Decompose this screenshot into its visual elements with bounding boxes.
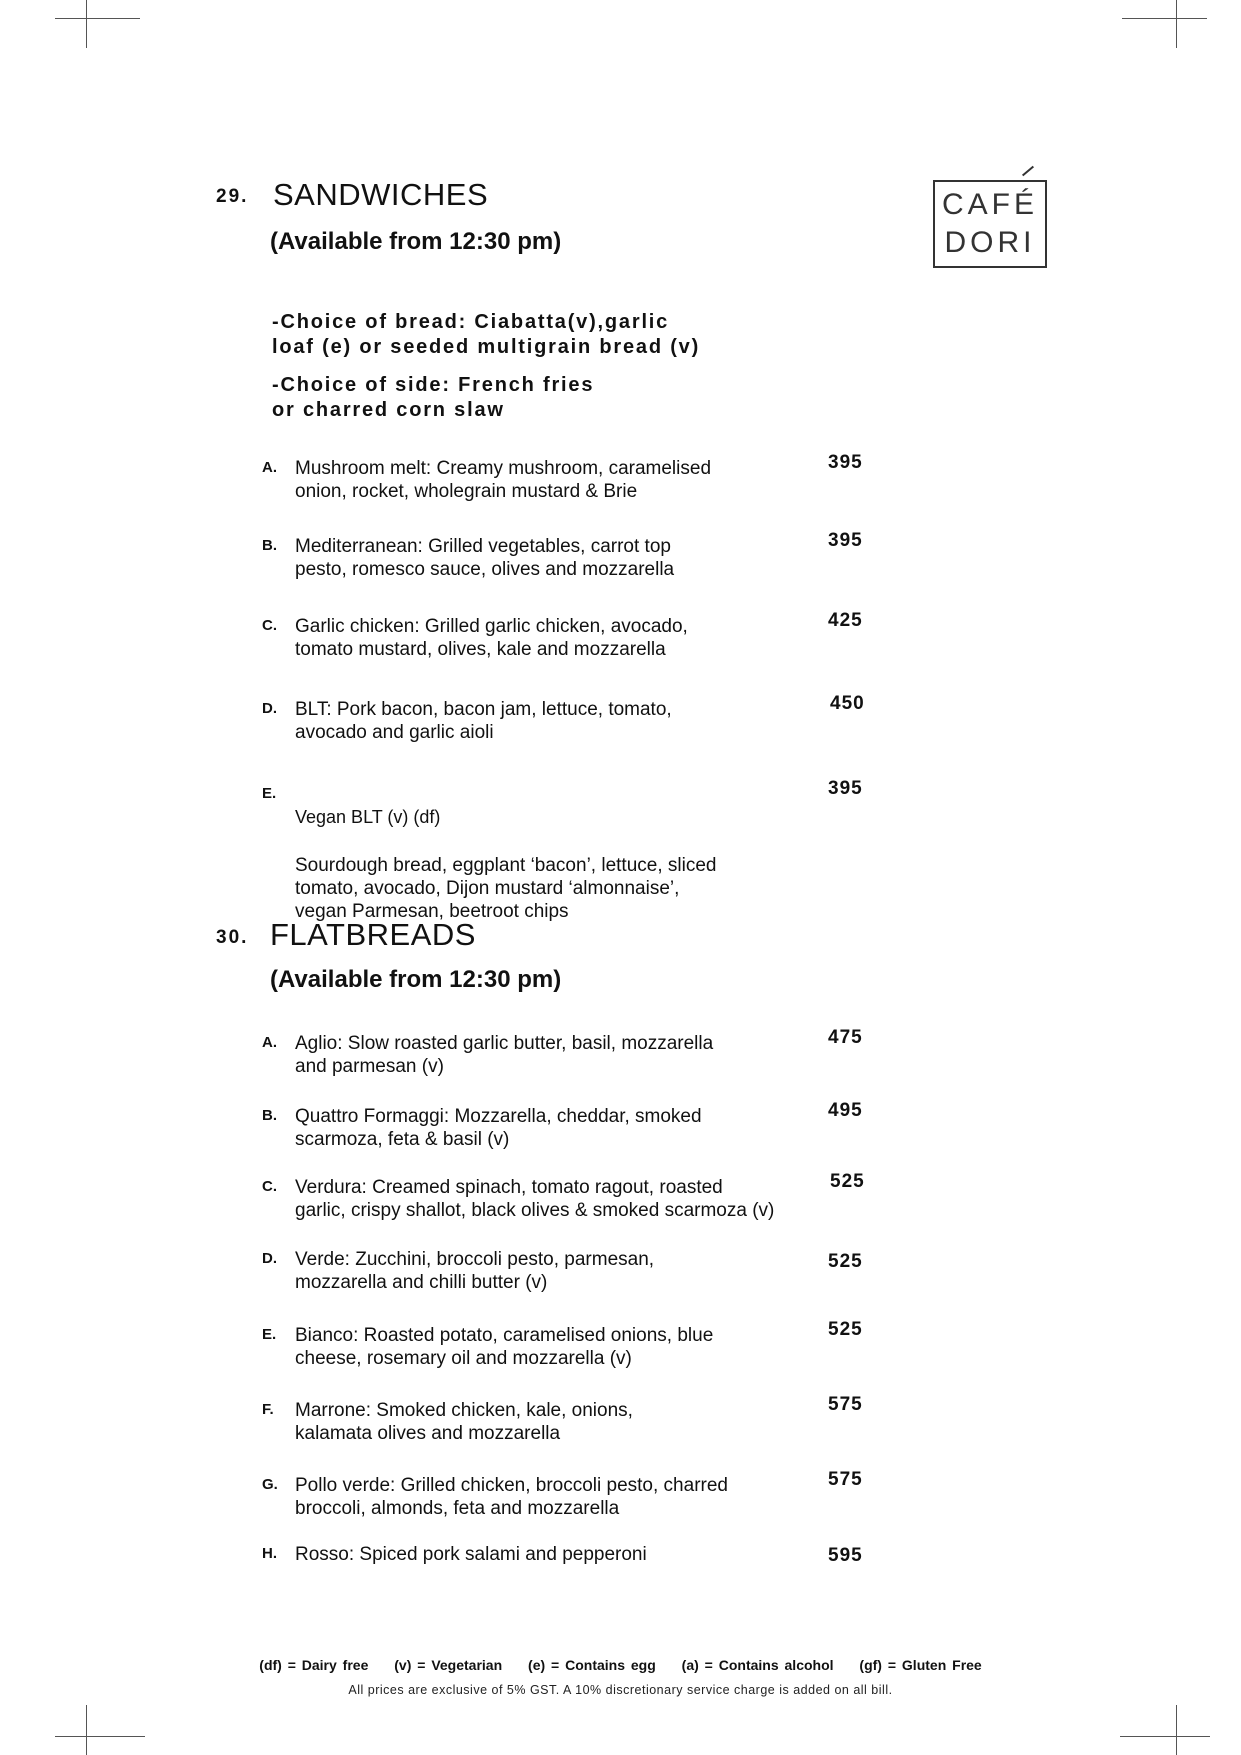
item-description: BLT: Pork bacon, bacon jam, lettuce, tomato, avocado and garlic aioli — [295, 699, 672, 743]
section-title: SANDWICHES — [273, 177, 489, 212]
dietary-legend — [0, 1657, 1241, 1673]
item-description: Mediterranean: Grilled vegetables, carrot top pesto, romesco sauce, olives and mozzarella — [295, 536, 675, 580]
legend-item: (v) = Vegetarian — [394, 1657, 503, 1673]
pricing-footnote: All prices are exclusive of 5% GST. A 10% discretionary service charge is added on all bill. — [348, 1683, 893, 1697]
item-letter: A. — [262, 1034, 277, 1051]
section-number: 30. — [216, 927, 249, 948]
legend-item: (e) = Contains egg — [528, 1657, 656, 1673]
item-description: Marrone: Smoked chicken, kale, onions, kalamata olives and mozzarella — [295, 1400, 633, 1444]
section-subtitle: (Available from 12:30 pm) — [270, 228, 562, 255]
item-letter: C. — [262, 617, 277, 634]
item-price: 395 — [828, 530, 863, 551]
item-description: Rosso: Spiced pork salami and pepperoni — [295, 1544, 647, 1565]
logo-line-1: CAFÉ — [941, 188, 1038, 221]
item-description: Verdura: Creamed spinach, tomato ragout, roasted garlic, crispy shallot, black olives & smoked scarmoza (v) — [295, 1177, 775, 1221]
item-description: Pollo verde: Grilled chicken, broccoli pesto, charred broccoli, almonds, feta and mozzarella — [295, 1475, 728, 1519]
item-description: Sourdough bread, eggplant ‘bacon’, lettuce, sliced tomato, avocado, Dijon mustard ‘almonnaise’, vegan Parmesan, beetroot chips — [295, 855, 717, 922]
item-price: 525 — [830, 1171, 865, 1192]
crop-mark — [1176, 1705, 1177, 1755]
item-letter: B. — [262, 1107, 277, 1124]
item-letter: G. — [262, 1476, 278, 1493]
bread-choice-note: -Choice of bread: Ciabatta(v),garlic loaf (e) or seeded multigrain bread (v) — [272, 311, 701, 358]
item-price: 525 — [828, 1251, 863, 1272]
item-price: 575 — [828, 1394, 863, 1415]
crop-mark — [1176, 0, 1177, 48]
item-description: Garlic chicken: Grilled garlic chicken, avocado, tomato mustard, olives, kale and mozzarella — [295, 616, 688, 660]
section-title: FLATBREADS — [270, 917, 476, 952]
legend-item: (gf) = Gluten Free — [859, 1657, 982, 1673]
item-description: Aglio: Slow roasted garlic butter, basil, mozzarella and parmesan (v) — [295, 1033, 714, 1077]
crop-mark — [86, 0, 87, 48]
item-description-block — [295, 783, 815, 923]
crop-mark — [55, 18, 140, 19]
crop-mark — [1122, 18, 1207, 19]
section-subtitle: (Available from 12:30 pm) — [270, 966, 562, 993]
item-letter: D. — [262, 700, 277, 717]
cafe-dori-logo — [933, 180, 1047, 268]
item-description: Bianco: Roasted potato, caramelised onions, blue cheese, rosemary oil and mozzarella (v) — [295, 1325, 714, 1369]
item-price: 450 — [830, 693, 865, 714]
item-description: Verde: Zucchini, broccoli pesto, parmesan, mozzarella and chilli butter (v) — [295, 1249, 655, 1293]
item-letter: H. — [262, 1545, 277, 1562]
item-price: 395 — [828, 452, 863, 473]
item-letter: C. — [262, 1178, 277, 1195]
item-description: Quattro Formaggi: Mozzarella, cheddar, smoked scarmoza, feta & basil (v) — [295, 1106, 702, 1150]
item-letter: E. — [262, 785, 277, 802]
item-price: 425 — [828, 610, 863, 631]
logo-line-2: DORI — [944, 226, 1036, 259]
logo-accent-mark — [1022, 166, 1034, 177]
item-letter: F. — [262, 1401, 274, 1418]
item-price: 525 — [828, 1319, 863, 1340]
item-letter: A. — [262, 459, 277, 476]
item-price: 595 — [828, 1545, 863, 1566]
item-price: 495 — [828, 1100, 863, 1121]
item-letter: D. — [262, 1250, 277, 1267]
item-price: 395 — [828, 778, 863, 799]
crop-mark — [86, 1705, 87, 1755]
section-number: 29. — [216, 186, 249, 207]
item-letter: B. — [262, 537, 277, 554]
legend-item: (a) = Contains alcohol — [681, 1657, 834, 1673]
item-price: 575 — [828, 1469, 863, 1490]
item-price: 475 — [828, 1027, 863, 1048]
legend-item: (df) = Dairy free — [259, 1657, 369, 1673]
crop-mark — [1120, 1736, 1210, 1737]
side-choice-note: -Choice of side: French fries or charred corn slaw — [272, 374, 595, 421]
crop-mark — [55, 1736, 145, 1737]
item-letter: E. — [262, 1326, 277, 1343]
item-description: Mushroom melt: Creamy mushroom, caramelised onion, rocket, wholegrain mustard & Brie — [295, 458, 712, 502]
item-name: Vegan BLT (v) (df) — [295, 807, 441, 827]
